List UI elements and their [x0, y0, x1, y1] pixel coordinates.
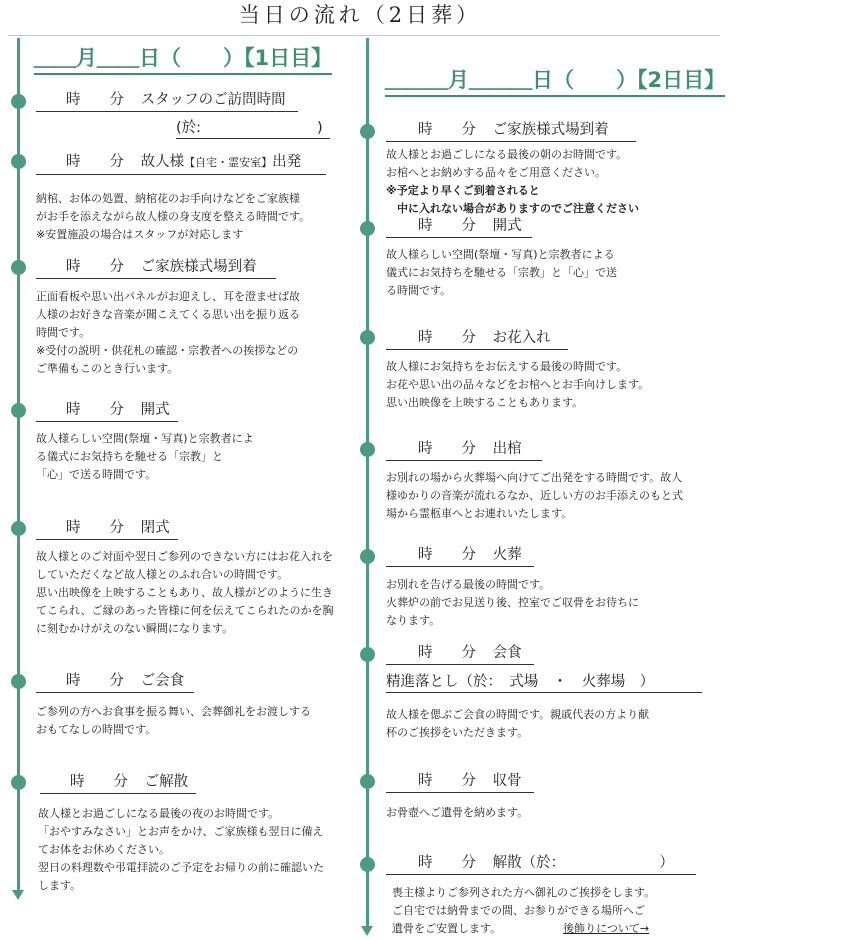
event-time: 時 分	[418, 218, 476, 234]
desc-line: ご参列の方へお食事を振る舞い、会葬御礼をお渡しする	[36, 705, 311, 718]
desc-line: なります。	[386, 614, 441, 627]
timeline-dot	[360, 857, 375, 872]
event-label-location: 【自宅・霊安室】	[184, 156, 273, 169]
event-time: 時 分	[66, 402, 124, 418]
desc-line: お棺へとお納めする品々をご用意ください。	[386, 166, 606, 179]
event-opening	[36, 400, 178, 422]
event-label: ご家族様式場到着	[140, 259, 257, 275]
desc-line: していただくなど故人様とのふれ合いの時間です。	[36, 568, 289, 581]
desc-departure-day2	[386, 469, 683, 523]
timeline-dot	[360, 774, 375, 789]
desc-bone-collection	[386, 804, 528, 822]
day2-timeline-arrow	[361, 926, 373, 936]
event-time: 時 分	[66, 259, 124, 275]
ato-kazari-link[interactable]: 後飾りについて→	[563, 922, 650, 935]
timeline-dot	[11, 94, 26, 109]
event-bone-collection	[386, 771, 534, 793]
desc-line: 故人様を偲ぶご会食の時間です。親戚代表の方より献	[386, 708, 650, 721]
desc-line: 納棺、お体の処置、納棺花のお手向けなどをご家族様	[36, 192, 300, 205]
day1-header: ＿＿月＿＿日（ ）【1日目】	[34, 44, 332, 75]
desc-opening-day2	[386, 246, 617, 300]
desc-line: ※安置施設の場合はスタッフが対応します	[36, 228, 244, 241]
day2-timeline-line	[366, 38, 369, 928]
desc-line: お別れの場から火葬場へ向けてご出発をする時間です。故人	[386, 471, 683, 484]
event-time: 時 分	[66, 673, 124, 689]
desc-family-arrival-day2	[386, 146, 639, 218]
timeline-dot	[360, 330, 375, 345]
desc-line: 故人様にお気持ちをお伝えする最後の時間です。	[386, 360, 628, 373]
page-title: 当日の流れ（2日葬）	[238, 3, 482, 27]
event-label: 会食	[492, 645, 522, 661]
desc-flowers	[386, 358, 649, 412]
desc-cremation	[386, 576, 639, 630]
desc-line: 故人様とのご対面や翌日ご参列のできない方にはお花入れを	[36, 550, 333, 563]
event-time: 時 分	[418, 330, 476, 346]
event-time: 時 分	[418, 122, 476, 138]
event-staff-visit	[36, 90, 298, 112]
desc-meal	[36, 703, 311, 739]
desc-line: お花や思い出の品々などをお棺へとお手向けします。	[386, 378, 650, 391]
desc-line: 正面看板や思い出パネルがお迎えし、耳を澄ませば故	[36, 290, 300, 303]
event-family-arrival-day2	[386, 120, 636, 142]
desc-line: 故人様とお過ごしになる最後の夜のお時間です。	[38, 807, 280, 820]
desc-line: ※受付の説明・供花札の確認・宗教者への挨拶などの	[36, 344, 299, 357]
desc-line: 「おやすみなさい」とお声をかけ、ご家族様も翌日に備え	[38, 825, 324, 838]
desc-line: おもてなしの時間です。	[36, 723, 157, 736]
warning-line: 中に入れない場合がありますのでご注意ください	[386, 202, 639, 215]
timeline-dot	[360, 442, 375, 457]
day1-timeline-arrow	[12, 890, 24, 900]
desc-closing-dismissal	[392, 884, 655, 938]
desc-line: 喪主様よりご参列された方へ御礼のご挨拶をします。	[392, 886, 656, 899]
desc-line: 故人様らしい空間(祭壇・写真)と宗教者によ	[36, 432, 254, 445]
event-flowers	[386, 328, 568, 350]
event-departure-day2	[386, 439, 542, 461]
event-time: 時 分	[66, 520, 124, 536]
event-closing-dismissal	[386, 853, 696, 875]
desc-line: てこられ、ご縁のあった皆様に何を伝えてこられたのかを胸	[36, 604, 334, 617]
desc-dismissal	[38, 805, 324, 895]
desc-line: てお体をお休めください。	[38, 843, 170, 856]
event-label: 解散（於： ）	[492, 855, 674, 871]
event-label: ご会食	[140, 673, 185, 689]
seishin-otoshi-line: 精進落とし（於： 式場 ・ 火葬場 ）	[386, 672, 702, 693]
desc-line: 人様のお好きな音楽が聞こえてくる思い出を振り返る	[36, 308, 300, 321]
event-time: 時 分	[66, 154, 124, 170]
event-meal-day2	[386, 643, 534, 665]
timeline-dot	[11, 775, 26, 790]
timeline-dot	[360, 647, 375, 662]
visit-location-line: (於: )	[176, 118, 330, 139]
timeline-dot	[360, 124, 375, 139]
event-time: 時 分	[418, 441, 476, 457]
desc-family-arrival	[36, 288, 300, 378]
timeline-dot	[11, 521, 26, 536]
event-label: 出棺	[492, 441, 522, 457]
event-label: 故人様	[140, 154, 185, 170]
desc-closing	[36, 548, 334, 638]
desc-line: 翌日の料理数や弔電拝読のご予定をお帰りの前に確認いた	[38, 861, 324, 874]
timeline-dot	[11, 674, 26, 689]
event-meal	[36, 671, 194, 693]
desc-line: 思い出映像を上映することもあり、故人様がどのように生き	[36, 586, 333, 599]
event-label: お花入れ	[492, 330, 551, 346]
timeline-dot	[11, 154, 26, 169]
desc-line	[392, 920, 655, 938]
event-label: ご家族様式場到着	[492, 122, 609, 138]
desc-line: お別れを告げる最後の時間です。	[386, 578, 551, 591]
event-label: 火葬	[492, 547, 522, 563]
desc-line: 様ゆかりの音楽が流れるなか、近しい方のお手添えのもと式	[386, 489, 683, 502]
event-label: ご解散	[144, 774, 189, 790]
desc-line: 思い出映像を上映することもあります。	[386, 396, 584, 409]
event-label-suffix: 出発	[272, 154, 302, 170]
event-departure	[36, 152, 326, 175]
event-label: 閉式	[140, 520, 170, 536]
timeline-dot	[360, 549, 375, 564]
event-time: 時 分	[418, 645, 476, 661]
event-label: 開式	[140, 402, 170, 418]
event-cremation	[386, 545, 534, 567]
event-time: 時 分	[418, 855, 476, 871]
timeline-dot	[360, 221, 375, 236]
event-dismissal	[40, 772, 196, 794]
event-opening-day2	[386, 216, 532, 238]
desc-line: 時間です。	[36, 326, 91, 339]
event-time: 時 分	[66, 92, 124, 108]
event-time: 時 分	[418, 773, 476, 789]
desc-line: ご準備もこのとき行います。	[36, 362, 179, 375]
day2-header: ＿＿＿月＿＿＿日（ ）【2日目】	[385, 66, 725, 97]
event-label: スタッフのご訪問時間	[140, 92, 286, 108]
desc-departure	[36, 190, 310, 244]
desc-line: お骨壺へご遺骨を納めます。	[386, 806, 529, 819]
warning-line: ※予定より早くご到着されると	[386, 184, 540, 197]
timeline-dot	[11, 260, 26, 275]
event-time: 時 分	[70, 774, 128, 790]
event-time: 時 分	[418, 547, 476, 563]
event-family-arrival	[36, 257, 276, 279]
desc-line: 「心」で送る時間です。	[36, 468, 157, 481]
desc-meal-day2	[386, 706, 649, 742]
title-divider	[8, 35, 720, 36]
desc-line: 儀式にお気持ちを馳せる「宗教」と「心」で送	[386, 266, 617, 279]
desc-opening	[36, 430, 254, 484]
desc-line: がお手を添えながら故人様の身支度を整える時間です。	[36, 210, 311, 223]
desc-line: 故人様らしい空間(祭壇・写真)と宗教者による	[386, 248, 615, 261]
desc-line: 火葬炉の前でお見送り後、控室でご収骨をお待ちに	[386, 596, 639, 609]
desc-line: に刻むかけがえのない瞬間になります。	[36, 622, 234, 635]
desc-text: 遺骨をご安置します。	[392, 922, 502, 935]
event-label: 収骨	[492, 773, 522, 789]
desc-line: 杯のご挨拶をいただきます。	[386, 726, 529, 739]
desc-line: る儀式にお気持ちを馳せる「宗教」と	[36, 450, 223, 463]
event-closing	[36, 518, 178, 540]
desc-line: ご自宅では納骨までの間、お参りができる場所へご	[392, 904, 645, 917]
desc-line: 故人様とお過ごしになる最後の朝のお時間です。	[386, 148, 628, 161]
event-label: 開式	[492, 218, 522, 234]
desc-line: します。	[38, 879, 82, 892]
timeline-dot	[11, 403, 26, 418]
desc-line: 場から霊柩車へとお連れいたします。	[386, 507, 573, 520]
desc-line: る時間です。	[386, 284, 452, 297]
